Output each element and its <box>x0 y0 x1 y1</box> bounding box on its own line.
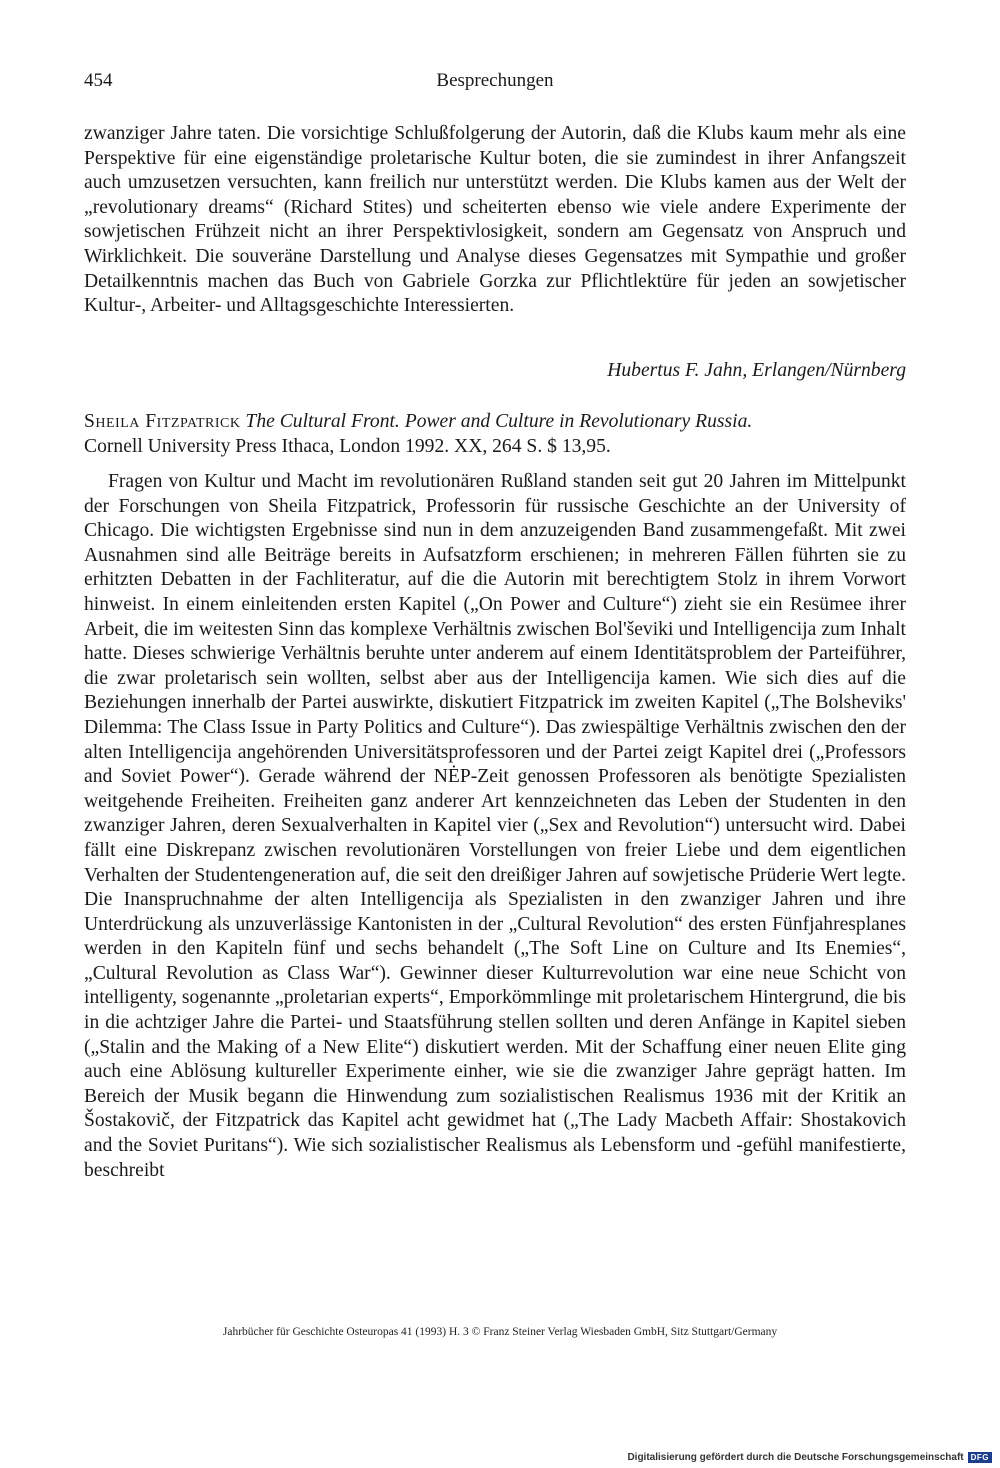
dfg-logo-icon: DFG <box>968 1452 992 1463</box>
review-body <box>84 470 906 1183</box>
digitization-note: Digitalisierung gefördert durch die Deutsche Forschungsgemeinschaft <box>627 1452 964 1463</box>
bibliographic-entry <box>84 410 906 459</box>
page-number: 454 <box>84 70 113 91</box>
publication-info: Cornell University Press Ithaca, London 1992. XX, 264 S. $ 13,95. <box>84 435 611 457</box>
running-head: Besprechungen <box>436 70 554 91</box>
page-header <box>84 70 906 100</box>
journal-footer: Jahrbücher für Geschichte Osteuropas 41 (1993) H. 3 © Franz Steiner Verlag Wiesbaden GmbH, Sitz Stuttgart/Germany <box>222 1326 778 1338</box>
digitization-banner <box>627 1452 992 1463</box>
reviewer-signature: Hubertus F. Jahn, Erlangen/Nürnberg <box>607 360 906 381</box>
paragraph: Fragen von Kultur und Macht im revolutionären Rußland standen seit gut 20 Jahren im Mittelpunkt der Forschungen von Sheila Fitzpatrick, Professorin für russische Geschichte an der University of Chicago. Die wichtigsten Ergebnisse sind nun in dem anzuzeigenden Band zusammengefaßt. Mit zwei Ausnahmen sind alle Beiträge bereits in Aufsatzform erschienen; in mehreren Fällen führten sie zu erhitzten Debatten in der Fachliteratur, auf die die Autorin mit berechtigtem Stolz in ihrem Vorwort hinweist. In einem einleitenden ersten Kapitel („On Power and Culture“) zieht sie ein Resümee ihrer Arbeit, die im weitesten Sinn das komplexe Verhältnis zwischen Bol'ševiki und Intelligencija zum Inhalt hatte. Dieses schwierige Verhältnis beruhte unter anderem auf einem Identitätsproblem der Parteiführer, die zwar proletarisch sein wollten, selbst aber aus der Intelligencija kamen. Wie sich dies auf die Beziehungen innerhalb der Partei auswirkte, diskutiert Fitzpatrick im zweiten Kapitel („The Bolsheviks' Dilemma: The Class Issue in Party Politics and Culture“). Das zwiespältige Verhältnis zwischen den der alten Intelligencija angehörenden Universitätsprofessoren und der Partei zeigt Kapitel drei („Professors and Soviet Power“). Gerade während der NĖP-Zeit genossen Professoren als benötigte Spezialisten weitgehende Freiheiten. Freiheiten ganz anderer Art kennzeichneten das Leben der Studenten in den zwanziger Jahren, deren Sexualverhalten in Kapitel vier („Sex and Revolution“) untersucht wird. Dabei fällt eine Diskrepanz zwischen revolutionären Vorstellungen von freier Liebe und dem eigentlichen Verhalten der Studentengeneration auf, die seit den dreißiger Jahren auf sowjetische Prüderie Wert legte. Die Inanspruchnahme der alten Intelligencija als Spezialisten in den zwanziger Jahren und ihre Unterdrückung als unzuverlässige Kantonisten in der „Cultural Revolution“ des ersten Fünfjahresplanes werden in den Kapiteln fünf und sechs behandelt („The Soft Line on Culture and Its Enemies“, „Cultural Revolution as Class War“). Gewinner dieser Kulturrevolution war eine neue Schicht von intelligenty, sogenannte „proletarian experts“, Emporkömmlinge mit proletarischem Hintergrund, die bis in die achtziger Jahre die Partei- und Staatsführung stellen sollten und deren Anfänge in Kapitel sieben („Stalin and the Making of a New Elite“) diskutiert werden. Mit der Schaffung einer neuen Elite ging auch eine Ablösung kultureller Experimente einher, wie sie die zwanziger Jahre geprägt hatten. Im Bereich der Musik begann die Hinwendung zum sozialistischen Realismus 1936 mit der Kritik an Šostakovič, der Fitzpatrick das Kapitel acht gewidmet hat („The Lady Macbeth Affair: Shostakovich and the Soviet Puritans“). Wie sich sozialistischer Realismus als Lebensform und -gefühl manifestierte, beschreibt <box>84 471 906 1181</box>
previous-review-conclusion <box>84 122 906 319</box>
review-heading <box>84 410 906 459</box>
book-title: The Cultural Front. Power and Culture in Revolutionary Russia. <box>245 411 753 432</box>
book-author: Sheila Fitzpatrick <box>84 411 241 432</box>
paragraph: zwanziger Jahre taten. Die vorsichtige Schlußfolgerung der Autorin, daß die Klubs kaum mehr als eine Perspektive für eine eigenständige proletarische Kultur boten, die sie zumindest in ihrer Anfangszeit auch umzusetzen versuchten, kann freilich nur unterstützt werden. Die Klubs kamen aus der Welt der „revolutionary dreams“ (Richard Stites) und scheiterten ebenso wie viele andere Experimente der sowjetischen Frühzeit nicht an ihrer Perspektivlosigkeit, sondern am Gegensatz von Anspruch und Wirklichkeit. Die souveräne Darstellung und Analyse dieses Gegensatzes mit Sympathie und großer Detailkenntnis machen das Buch von Gabriele Gorzka zur Pflichtlektüre für jeden an sowjetischer Kultur-, Arbeiter- und Alltagsgeschichte Interessierten. <box>84 123 906 317</box>
